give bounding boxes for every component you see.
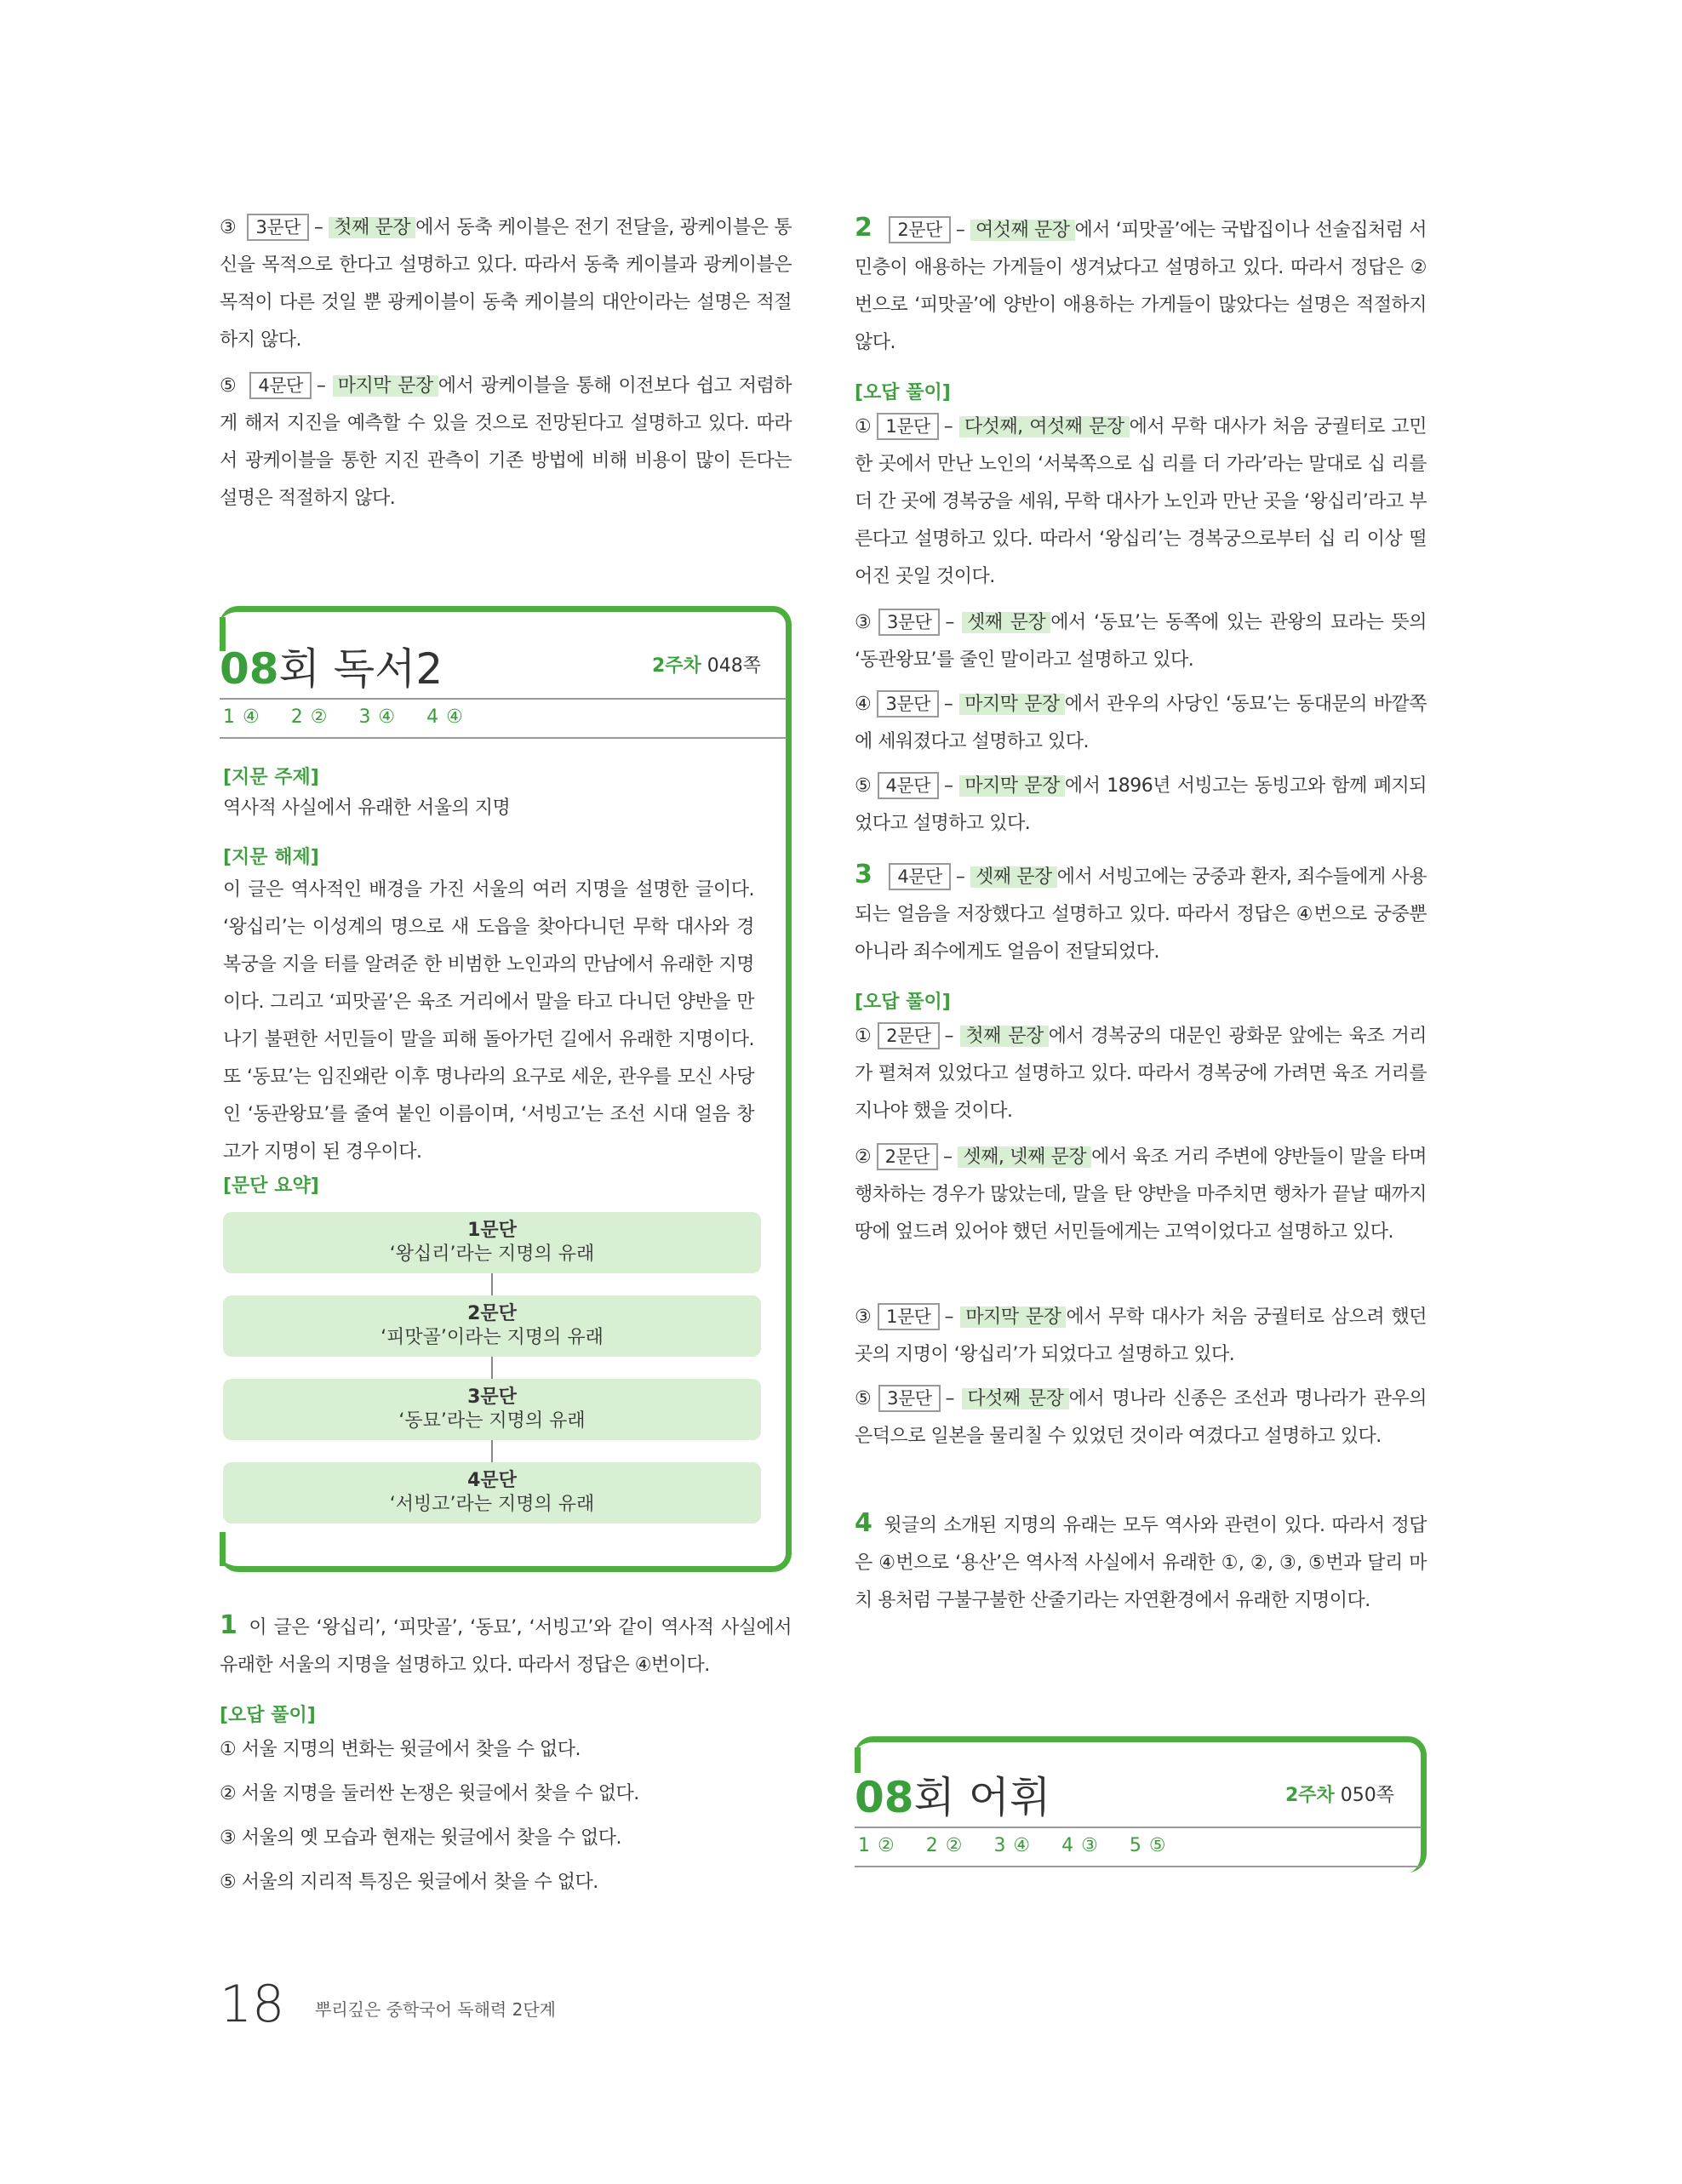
sentence-highlight: 다섯째, 여섯째 문장	[959, 416, 1130, 437]
rule	[855, 1827, 1422, 1828]
answer-item: 3 ④	[993, 1835, 1032, 1856]
explanation-text: 에서 1896년 서빙고는 동빙고와 함께 폐지되었다고 설명하고 있다.	[855, 775, 1427, 834]
sentence-highlight: 마지막 문장	[959, 694, 1065, 715]
choice-mark: ⑤	[220, 375, 238, 397]
box-title-text: 회 어휘	[913, 1773, 1051, 1822]
explanation-text: 에서 ‘피맛골’에는 국밥집이나 선술집처럼 서민층이 애용하는 가게들이 생겨났다고 설명하고 있다. 따라서 정답은 ②번으로 ‘피맛골’에 양반이 애용하는 가게들이 많았다는 설명은 적절하지 않다.	[855, 220, 1427, 353]
explanation-text: 에서 서빙고에는 궁중과 환자, 죄수들에게 사용되는 얼음을 저장했다고 설명하고 있다. 따라서 정답은 ④번으로 궁중뿐 아니라 죄수에게도 얼음이 전달되었다.	[855, 866, 1427, 963]
wrong-answer-item: ② 2문단 – 셋째, 넷째 문장 에서 육조 거리 주변에 양반들이 말을 타며 행차하는 경우가 많았는데, 말을 탄 양반을 마주치면 행차가 끝날 때까지 땅에 엎드려 있어야 했던 서민들에게는 고역이었다고 설명하고 있다.	[855, 1139, 1427, 1251]
choice-mark: ①	[855, 1026, 873, 1047]
answer-item: 4 ③	[1061, 1835, 1099, 1856]
sentence-highlight: 셋째 문장	[970, 866, 1057, 888]
sentence-highlight: 첫째 문장	[960, 1026, 1048, 1047]
choice-mark: ④	[855, 694, 872, 715]
choice-mark: ⑤	[855, 775, 872, 797]
wrong-answer-item: ④ 3문단 – 마지막 문장 에서 관우의 사당인 ‘동묘’는 동대문의 바깥쪽에 세워졌다고 설명하고 있다.	[855, 686, 1427, 761]
question-number: 4	[855, 1508, 872, 1538]
flow-desc: ‘서빙고’라는 지명의 유래	[389, 1494, 595, 1515]
paragraph-tag: 3문단	[878, 609, 940, 636]
box-title-text: 회 독서2	[278, 644, 443, 694]
summary-heading: [문단 요약]	[223, 1175, 319, 1197]
answer-item: 2 ②	[290, 706, 329, 728]
paragraph-tag: 1문단	[878, 1303, 939, 1330]
analysis-heading: [지문 해제]	[223, 847, 319, 868]
flow-step	[223, 1462, 761, 1524]
sentence-highlight: 다섯째 문장	[962, 1388, 1068, 1409]
flow-step	[223, 1295, 761, 1357]
choice-mark: ①	[855, 416, 872, 437]
flow-title: 2문단	[467, 1303, 517, 1324]
question-number: 1	[220, 1610, 237, 1640]
wrong-answer-item: ① 서울 지명의 변화는 윗글에서 찾을 수 없다.	[220, 1739, 581, 1760]
page-ref: 050쪽	[1334, 1785, 1395, 1806]
answer-item: 4 ④	[426, 706, 464, 728]
explanation-text: 에서 광케이블을 통해 이전보다 쉽고 저렴하게 해저 지진을 예측할 수 있을 것으로 전망된다고 설명하고 있다. 따라서 광케이블을 통한 지진 관측이 기존 방법에 비해 비용이 많이 든다는 설명은 적절하지 않다.	[220, 375, 792, 509]
flow-title: 1문단	[467, 1220, 517, 1241]
question-number: 3	[855, 860, 872, 889]
wrong-answer-item: ② 서울 지명을 둘러싼 논쟁은 윗글에서 찾을 수 없다.	[220, 1783, 639, 1804]
question-1-explanation	[220, 1607, 792, 1684]
theme-heading: [지문 주제]	[223, 767, 319, 788]
answer-item: 1 ④	[223, 706, 260, 728]
wrong-answer-item: ③ 3문단 – 셋째 문장 에서 ‘동묘’는 동쪽에 있는 관왕의 묘라는 뜻의 ‘동관왕묘’를 줄인 말이라고 설명하고 있다.	[855, 604, 1427, 679]
box-title	[855, 1764, 1050, 1825]
rule	[220, 698, 787, 700]
flow-step	[223, 1379, 761, 1440]
wrong-answer-item: ③ 서울의 옛 모습과 현재는 윗글에서 찾을 수 없다.	[220, 1827, 621, 1849]
explanation-text: 에서 경복궁의 대문인 광화문 앞에는 육조 거리가 펼쳐져 있었다고 설명하고 있다. 따라서 경복궁에 가려면 육조 거리를 지나야 했을 것이다.	[855, 1026, 1427, 1122]
wrong-answer-heading: [오답 풀이]	[220, 1705, 316, 1726]
week-page-ref	[1285, 1781, 1394, 1807]
choice-mark: ③	[220, 217, 237, 238]
flow-title: 3문단	[467, 1386, 517, 1408]
week-page-ref	[652, 651, 761, 677]
choice-mark: ③	[855, 1306, 873, 1328]
paragraph-tag: 2문단	[877, 1143, 938, 1170]
wrong-answer-item: ⑤ 3문단 – 다섯째 문장 에서 명나라 신종은 조선과 명나라가 관우의 은덕으로 일본을 물리칠 수 있었던 것이라 여겼다고 설명하고 있다.	[855, 1381, 1427, 1455]
theme-text: 역사적 사실에서 유래한 서울의 지명	[223, 798, 511, 819]
paragraph-tag: 2문단	[889, 216, 950, 243]
left-explanation-3: ③ 3문단 – 첫째 문장 에서 동축 케이블은 전기 전달을, 광케이블은 통신을 목적으로 한다고 설명하고 있다. 따라서 동축 케이블과 광케이블은 목적이 다른 것일 뿐 광케이블이 동축 케이블의 대안이라는 설명은 적절하지 않다.	[220, 209, 792, 359]
flow-connector	[491, 1273, 493, 1295]
question-4-explanation	[855, 1505, 1427, 1620]
answer-item: 1 ②	[858, 1835, 895, 1856]
paragraph-tag: 3문단	[877, 690, 938, 718]
explanation-text: 에서 무학 대사가 처음 궁궐터로 삼으려 했던 곳의 지명이 ‘왕십리’가 되었다고 설명하고 있다.	[855, 1306, 1427, 1365]
flow-desc: ‘왕십리’라는 지명의 유래	[389, 1244, 595, 1265]
sentence-highlight: 셋째 문장	[962, 612, 1050, 633]
flow-step	[223, 1212, 761, 1273]
box-title-number: 08	[220, 644, 279, 694]
wrong-answer-item: ① 1문단 – 다섯째, 여섯째 문장 에서 무학 대사가 처음 궁궐터로 고민한 곳에서 만난 노인의 ‘서북쪽으로 십 리를 더 가라’라는 말대로 십 리를 더 간 곳에 경복궁을 세워, 무학 대사가 노인과 만난 곳을 ‘왕십리’라고 부른다고 설명하고 있다. 따라서 ‘왕십리’는 경복궁으로부터 십 리 이상 떨어진 곳일 것이다.	[855, 409, 1427, 596]
explanation-text: 에서 관우의 사당인 ‘동묘’는 동대문의 바깥쪽에 세워졌다고 설명하고 있다.	[855, 694, 1427, 752]
wrong-answer-heading: [오답 풀이]	[855, 382, 951, 403]
wrong-answer-heading: [오답 풀이]	[855, 992, 951, 1013]
answer-item: 2 ②	[925, 1835, 964, 1856]
rule	[220, 737, 787, 739]
question-number: 2	[855, 213, 872, 243]
sentence-highlight: 마지막 문장	[333, 375, 438, 397]
flow-desc: ‘동묘’라는 지명의 유래	[398, 1410, 586, 1432]
answer-item: 5 ⑤	[1129, 1835, 1167, 1856]
explanation-text: 에서 명나라 신종은 조선과 명나라가 관우의 은덕으로 일본을 물리칠 수 있었던 것이라 여겼다고 설명하고 있다.	[855, 1388, 1427, 1447]
question-2-explanation: 2 2문단 – 여섯째 문장 에서 ‘피맛골’에는 국밥집이나 선술집처럼 서민층이 애용하는 가게들이 생겨났다고 설명하고 있다. 따라서 정답은 ②번으로 ‘피맛골’에 양반이 애용하는 가게들이 많았다는 설명은 적절하지 않다.	[855, 213, 1427, 353]
sentence-highlight: 셋째, 넷째 문장	[958, 1146, 1091, 1168]
choice-mark: ②	[855, 1146, 872, 1168]
paragraph-tag: 1문단	[877, 413, 938, 440]
page-number: 18	[220, 1975, 285, 2034]
paragraph-tag: 4문단	[878, 772, 939, 799]
answer-list	[858, 1835, 1198, 1856]
book-title: 뿌리깊은 중학국어 독해력 2단계	[315, 1999, 556, 2020]
explanation-text: 에서 무학 대사가 처음 궁궐터로 고민한 곳에서 만난 노인의 ‘서북쪽으로 십 리를 더 가라’라는 말대로 십 리를 더 간 곳에 경복궁을 세워, 무학 대사가 노인과 만난 곳을 ‘왕십리’라고 부른다고 설명하고 있다. 따라서 ‘왕십리’는 경복궁으로부터 십 리 이상 떨어진 곳일 것이다.	[855, 416, 1427, 587]
choice-mark: ⑤	[855, 1388, 874, 1409]
week-label: 2주차	[1285, 1785, 1335, 1806]
paragraph-tag: 4문단	[889, 863, 950, 890]
sentence-highlight: 첫째 문장	[329, 217, 415, 238]
sentence-highlight: 마지막 문장	[960, 1306, 1066, 1328]
explanation-text: 에서 ‘동묘’는 동쪽에 있는 관왕의 묘라는 뜻의 ‘동관왕묘’를 줄인 말이라고 설명하고 있다.	[855, 612, 1427, 671]
flow-desc: ‘피맛골’이라는 지명의 유래	[380, 1327, 604, 1348]
paragraph-tag: 4문단	[249, 372, 311, 399]
choice-mark: ③	[855, 612, 873, 633]
box-left-corner-bottom	[220, 1532, 226, 1566]
explanation-text: 에서 육조 거리 주변에 양반들이 말을 타며 행차하는 경우가 많았는데, 말을 탄 양반을 마주치면 행차가 끝날 때까지 땅에 엎드려 있어야 했던 서민들에게는 고역이었다고 설명하고 있다.	[855, 1146, 1427, 1243]
page-ref: 048쪽	[701, 655, 762, 677]
paragraph-tag: 3문단	[247, 214, 308, 241]
paragraph-tag: 2문단	[878, 1022, 939, 1049]
answer-item: 3 ④	[358, 706, 397, 728]
flow-connector	[491, 1440, 493, 1462]
explanation-text: 윗글의 소개된 지명의 유래는 모두 역사와 관련이 있다. 따라서 정답은 ④번으로 ‘용산’은 역사적 사실에서 유래한 ①, ②, ③, ⑤번과 달리 마치 용처럼 구불구불한 산줄기라는 자연환경에서 유래한 지명이다.	[855, 1515, 1427, 1611]
wrong-answer-item: ③ 1문단 – 마지막 문장 에서 무학 대사가 처음 궁궐터로 삼으려 했던 곳의 지명이 ‘왕십리’가 되었다고 설명하고 있다.	[855, 1299, 1427, 1374]
wrong-answer-item: ① 2문단 – 첫째 문장 에서 경복궁의 대문인 광화문 앞에는 육조 거리가 펼쳐져 있었다고 설명하고 있다. 따라서 경복궁에 가려면 육조 거리를 지나야 했을 것이다.	[855, 1018, 1427, 1130]
sentence-highlight: 여섯째 문장	[970, 220, 1075, 241]
explanation-text: 이 글은 ‘왕십리’, ‘피맛골’, ‘동묘’, ‘서빙고’와 같이 역사적 사실에서 유래한 서울의 지명을 설명하고 있다. 따라서 정답은 ④번이다.	[220, 1617, 792, 1676]
explanation-text: 에서 동축 케이블은 전기 전달을, 광케이블은 통신을 목적으로 한다고 설명하고 있다. 따라서 동축 케이블과 광케이블은 목적이 다른 것일 뿐 광케이블이 동축 케이블의 대안이라는 설명은 적절하지 않다.	[220, 217, 792, 351]
analysis-text: 이 글은 역사적인 배경을 가진 서울의 여러 지명을 설명한 글이다. ‘왕십리’는 이성계의 명으로 새 도읍을 찾아다니던 무학 대사와 경복궁을 지을 터를 알려준 한 비범한 노인과의 만남에서 유래한 지명이다. 그리고 ‘피맛골’은 육조 거리에서 말을 타고 다니던 양반을 만나기 불편한 서민들이 말을 피해 돌아가던 길에서 유래한 지명이다. 또 ‘동묘’는 임진왜란 이후 명나라의 요구로 세운, 관우를 모신 사당인 ‘동관왕묘’를 줄여 붙인 이름이며, ‘서빙고’는 조선 시대 얼음 창고가 지명이 된 경우이다.	[223, 879, 754, 1163]
wrong-answer-item: ⑤ 4문단 – 마지막 문장 에서 1896년 서빙고는 동빙고와 함께 폐지되었다고 설명하고 있다.	[855, 768, 1427, 843]
flow-connector	[491, 1357, 493, 1379]
answer-list	[223, 706, 495, 728]
flow-title: 4문단	[467, 1470, 517, 1491]
week-label: 2주차	[652, 655, 701, 677]
rule	[855, 1866, 1422, 1867]
sentence-highlight: 마지막 문장	[959, 775, 1065, 797]
paragraph-tag: 3문단	[878, 1385, 940, 1412]
wrong-answer-item: ⑤ 서울의 지리적 특징은 윗글에서 찾을 수 없다.	[220, 1872, 598, 1893]
question-3-explanation: 3 4문단 – 셋째 문장 에서 서빙고에는 궁중과 환자, 죄수들에게 사용되는 얼음을 저장했다고 설명하고 있다. 따라서 정답은 ④번으로 궁중뿐 아니라 죄수에게도 얼음이 전달되었다.	[855, 860, 1427, 963]
box-title	[220, 635, 443, 696]
box-title-number: 08	[855, 1773, 914, 1822]
left-explanation-5: ⑤ 4문단 – 마지막 문장 에서 광케이블을 통해 이전보다 쉽고 저렴하게 해저 지진을 예측할 수 있을 것으로 전망된다고 설명하고 있다. 따라서 광케이블을 통한 지진 관측이 기존 방법에 비해 비용이 많이 든다는 설명은 적절하지 않다.	[220, 368, 792, 517]
